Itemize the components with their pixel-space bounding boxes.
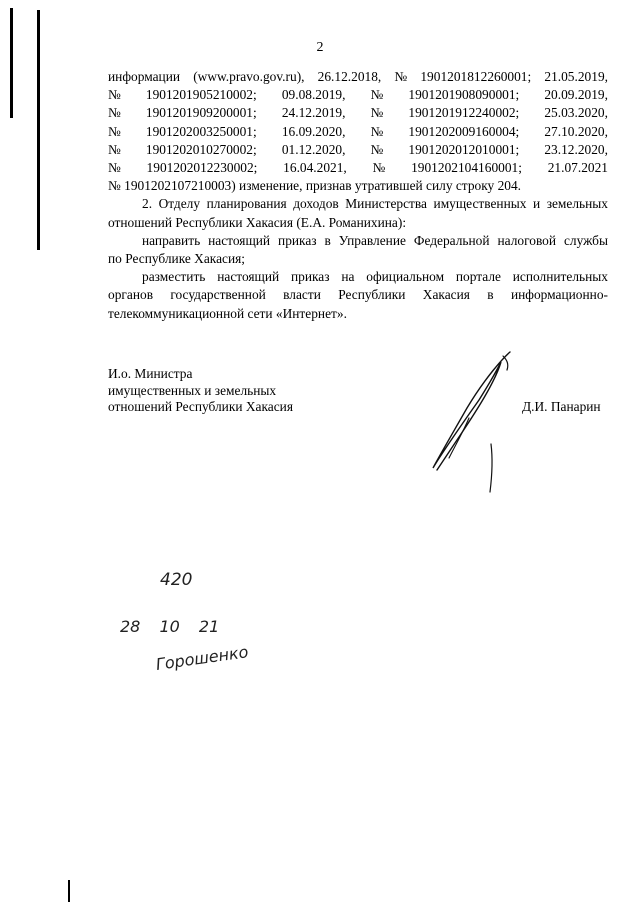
- handwritten-date: 28 10 21: [120, 617, 220, 636]
- handwritten-signature: [415, 348, 525, 498]
- registry-row: [108, 159, 608, 177]
- item-1-line-2: по Республике Хакасия;: [108, 251, 246, 267]
- signatory-title-line-2: имущественных и земельных: [108, 382, 277, 398]
- signatory-title-line-3: отношений Республики Хакасия: [108, 399, 293, 415]
- text-fragment: 1901201909200001;: [145, 105, 257, 121]
- paragraph-2-line-2: отношений Республики Хакасия (Е.А. Романихина):: [108, 214, 407, 230]
- scan-edge-mark-1: [10, 8, 13, 118]
- text-fragment: №: [370, 105, 384, 121]
- paragraph-1-last-line: № 1901202107210003) изменение, признав утратившей силу строку 204.: [108, 178, 522, 194]
- text-fragment: информации: [108, 69, 181, 84]
- text-fragment: №: [108, 160, 121, 176]
- text-fragment: 20.09.2019,: [544, 87, 608, 103]
- text-fragment: №: [370, 141, 384, 157]
- signatory-name: Д.И. Панарин: [522, 399, 601, 414]
- item-2-line-2: органов государственной власти Республики Хакасия в информационно-: [108, 287, 608, 303]
- text-fragment: №: [394, 69, 408, 84]
- item-2-line-1: разместить настоящий приказ на официальном портале исполнительных: [142, 269, 608, 285]
- text-fragment: 21.07.2021: [547, 160, 608, 176]
- text-fragment: 01.12.2020,: [281, 141, 346, 157]
- text-fragment: 16.09.2020,: [281, 123, 346, 139]
- text-fragment: 16.04.2021,: [283, 160, 347, 176]
- text-fragment: 1901202104160001;: [411, 160, 522, 176]
- paragraph-1-first-line: [108, 68, 608, 86]
- text-fragment: (www.pravo.gov.ru),: [193, 69, 305, 84]
- registry-row: [108, 104, 608, 122]
- text-fragment: №: [108, 141, 121, 157]
- text-fragment: №: [108, 105, 121, 121]
- text-fragment: 09.08.2019,: [281, 87, 346, 103]
- paragraph-2-line-1: 2. Отделу планирования доходов Министерства имущественных и земельных: [142, 196, 608, 212]
- text-fragment: 24.12.2019,: [281, 105, 346, 121]
- text-fragment: 1901202010270002;: [145, 141, 257, 157]
- item-1-line-1: направить настоящий приказ в Управление Федеральной налоговой службы: [142, 232, 608, 248]
- signatory-title-line-1: И.о. Министра: [108, 366, 193, 381]
- text-fragment: 21.05.2019,: [544, 69, 608, 84]
- text-fragment: 1901201905210002;: [145, 87, 257, 103]
- text-fragment: №: [370, 123, 384, 139]
- page-number: 2: [316, 40, 324, 55]
- paragraph-1: [108, 68, 608, 323]
- text-fragment: 26.12.2018,: [317, 69, 382, 84]
- text-fragment: 1901202012230002;: [146, 160, 258, 176]
- text-fragment: 23.12.2020,: [544, 141, 608, 157]
- text-fragment: 1901202012010001;: [408, 141, 520, 157]
- text-fragment: 1901201912240002;: [408, 105, 520, 121]
- text-fragment: №: [108, 87, 121, 103]
- text-fragment: №: [370, 87, 384, 103]
- text-fragment: №: [372, 160, 386, 176]
- text-fragment: 1901202009160004;: [408, 123, 520, 139]
- registry-row: [108, 123, 608, 141]
- handwritten-number: 420: [160, 570, 193, 590]
- item-2-line-3: телекоммуникационной сети «Интернет».: [108, 305, 347, 321]
- text-fragment: 25.03.2020,: [544, 105, 608, 121]
- text-fragment: №: [108, 123, 121, 139]
- registry-row: [108, 86, 608, 104]
- text-fragment: 1901202003250001;: [145, 123, 257, 139]
- scan-edge-mark-3: [68, 880, 70, 902]
- text-fragment: 27.10.2020,: [544, 123, 608, 139]
- registry-row: [108, 141, 608, 159]
- text-fragment: 1901201812260001;: [420, 69, 532, 84]
- signatory-title: [108, 366, 293, 416]
- text-fragment: 1901201908090001;: [408, 87, 520, 103]
- handwritten-name: Горошенко: [154, 642, 250, 674]
